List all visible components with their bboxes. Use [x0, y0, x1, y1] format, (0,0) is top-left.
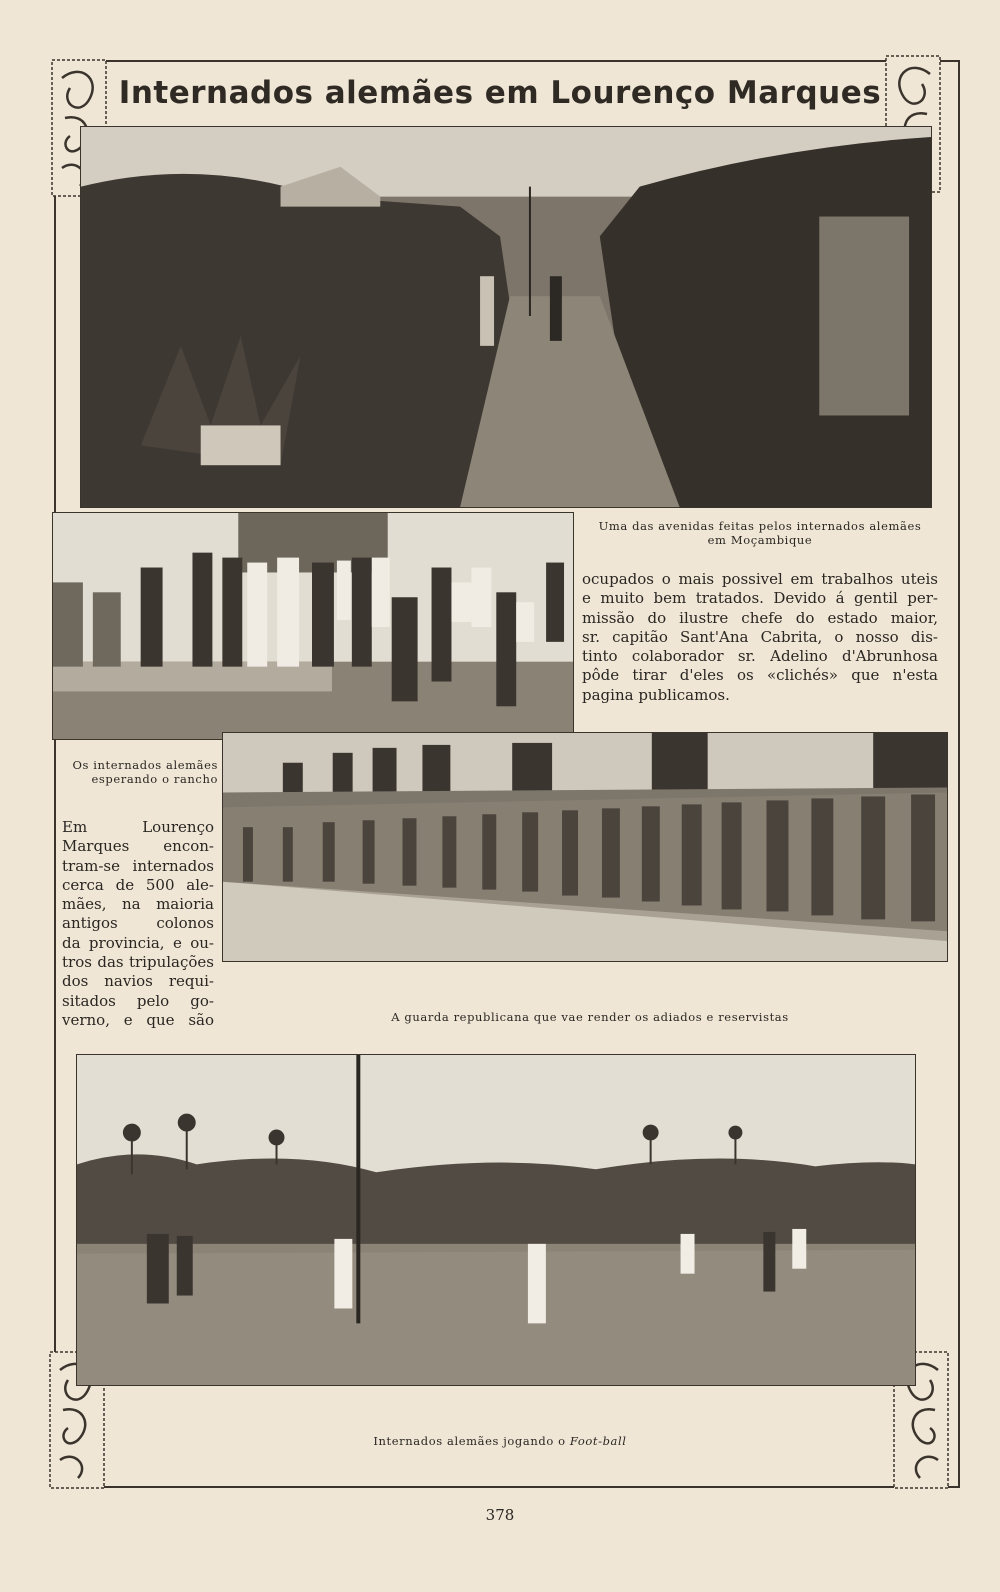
caption-football [200, 1434, 800, 1448]
article-right-line: pôde tirar d'eles os «clichés» que n'esta [582, 666, 938, 685]
article-right-line: tinto colaborador sr. Adelino d'Abrunhosa [582, 647, 938, 666]
article-left-column [62, 818, 214, 1030]
photo-republican-guard [222, 732, 948, 962]
caption-rancho-line-1: Os internados alemães [72, 758, 218, 772]
page-title: Internados alemães em Lourenço Marques [118, 75, 882, 111]
article-left-line: Marques encon- [62, 837, 214, 856]
article-left-line: da provincia, e ou- [62, 933, 214, 952]
caption-avenue-line-1: Uma das avenidas feitas pelos internados alemães [598, 519, 922, 533]
photo-football [76, 1054, 916, 1386]
article-left-line: mães, na maioria [62, 895, 214, 914]
caption-football-italic: Foot-ball [569, 1434, 627, 1448]
article-left-line: tram-se internados [62, 856, 214, 875]
article-right-line: ocupados o mais possivel em trabalhos uteis [582, 570, 938, 588]
article-left-line: verno, e que são [62, 1010, 214, 1029]
caption-rancho [58, 758, 218, 786]
article-right-column [582, 570, 938, 705]
caption-football-text: Internados alemães jogando o [373, 1434, 570, 1448]
photo-internees-waiting [52, 512, 574, 740]
article-right-line: missão do ilustre chefe do estado maior, [582, 608, 938, 627]
article-right-line: sr. capitão Sant'Ana Cabrita, o nosso dis- [582, 627, 938, 646]
article-left-line: sitados pelo go- [62, 991, 214, 1010]
article-left-line: cerca de 500 ale- [62, 875, 214, 894]
article-right-line: e muito bem tratados. Devido á gentil per- [582, 589, 938, 608]
article-left-line: dos navios requi- [62, 972, 214, 991]
article-left-line: tros das tripulações [62, 953, 214, 972]
article-right-line: pagina publicamos. [582, 685, 730, 704]
caption-guard: A guarda republicana que vae render os adiados e reservistas [391, 1010, 789, 1024]
page-number: 378 [485, 1506, 515, 1524]
caption-avenue [578, 519, 942, 547]
caption-avenue-line-2: em Moçambique [707, 533, 813, 547]
photo-avenue [80, 126, 932, 508]
caption-rancho-line-2: esperando o rancho [91, 772, 218, 786]
article-left-line: Em Lourenço [62, 818, 214, 836]
article-left-line: antigos colonos [62, 914, 214, 933]
